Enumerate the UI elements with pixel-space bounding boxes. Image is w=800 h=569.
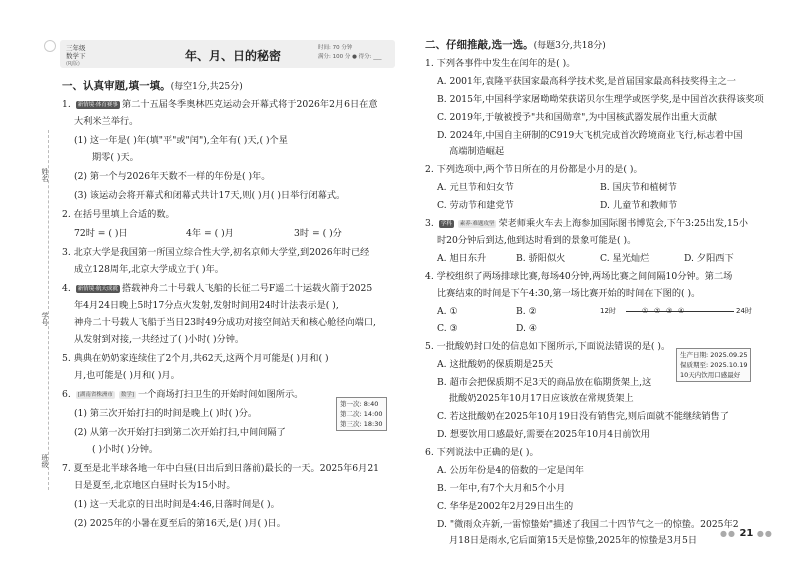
s2-q3-tag: 素养·难题攻坚 (459, 220, 495, 227)
s2-q5-d: D. 想要饮用口感最好,需要在2025年10月4日前饮用 (437, 429, 650, 440)
q4-tag: 新情境·航天成就 (77, 285, 118, 292)
s2-q6-c: C. 华华是2002年2月29日出生的 (437, 501, 574, 512)
q5-line2: 月,也可能是( )月和( )月。 (74, 370, 180, 381)
q1-part3: (3) 该运动会将开幕式和闭幕式共计17天,则( )月( )日举行闭幕式。 (74, 190, 346, 201)
binding-dashed-line (48, 130, 49, 490)
s2-q1-c: C. 2019年,于敏被授予"共和国勋章",为中国核武器发展作出重大贡献 (437, 112, 717, 123)
axis-mark-2: ② (654, 307, 661, 315)
q6-part1: (1) 第三次开始打扫的时间是晚上( )时( )分。 (74, 408, 258, 419)
q4-line3: 神舟二十号载人飞船于当日23时49分成功对接空间站天和核心舱径向端口, (74, 317, 376, 328)
s2-q2-b: B. 国庆节和植树节 (600, 182, 677, 193)
s2-q4-line1: 4. 学校组织了两场排球比赛,每场40分钟,两场比赛之间间隔10分钟。第二场 (425, 271, 733, 282)
q3-line1: 3. 北京大学是我国第一所国立综合性大学,初名京师大学堂,到2026年时已经 (62, 247, 370, 258)
axis-end-label: 24时 (736, 307, 752, 315)
q2-a: 72时 = ( )日 (74, 228, 128, 239)
side-label-class: 班级 (41, 454, 49, 468)
s2-q6-d: D. "微雨众卉新,一雷惊蛰始"描述了我国二十四节气之一的惊蛰。2025年2 (437, 519, 739, 530)
q4-line2: 年4月24日晚上5时17分点火发射,发射时间用24时计法表示是( ), (74, 300, 339, 311)
q2-stem: 2. 在括号里填上合适的数。 (62, 209, 175, 220)
s2-q3-line1: 3. 学科 素养·难题攻坚 荣老师乘火车去上海参加国际图书博览会,下午3:25出发,15小 (425, 218, 748, 229)
time-axis-figure (600, 305, 752, 319)
s2-q2-c: C. 劳动节和建党节 (437, 200, 514, 211)
q7-part2: (2) 2025年的小暑在夏至后的第16天,是( )月( )日。 (74, 518, 286, 529)
page-number: ●● 21 ●● (720, 528, 773, 539)
side-label-student-id: 学号 (41, 312, 49, 326)
q1-line1: 1. 新情境·体育赛事 第二十五届冬季奥林匹克运动会开幕式将于2026年2月6日在意 (62, 99, 378, 110)
s2-q6-d-cont: 月18日是雨水,它后面第15天是惊蛰,2025年的惊蛰是3月5日 (449, 535, 698, 546)
s2-q6-a: A. 公历年份是4的倍数的一定是闰年 (437, 465, 584, 476)
s2-q1-b: B. 2015年,中国科学家屠呦呦荣获诺贝尔生理学或医学奖,是中国首次获得该奖项 (437, 94, 764, 105)
q6-part2-cont: ( )小时( )分钟。 (92, 444, 159, 455)
q4-line1: 4. 新情境·航天成就 搭载神舟二十号载人飞船的长征二号F遥二十运载火箭于2025 (62, 283, 373, 294)
s2-q5-a: A. 这批酸奶的保质期是25天 (437, 359, 554, 370)
axis-mark-4: ④ (678, 307, 685, 315)
yogurt-label-note: 生产日期: 2025.09.25 保质期至: 2025.10.19 10天内饮用口感最好 (676, 348, 751, 382)
q7-line2: 日是夏至,北京地区白昼时长为15小时。 (74, 480, 236, 491)
s2-q6-b: B. 一年中,有7个大月和5个小月 (437, 483, 566, 494)
q1-part2: (2) 第一个与2026年天数不一样的年份是( )年。 (74, 171, 271, 182)
q6-stem: 6. [湖南省株洲市 数学] 一个商场打扫卫生的开始时间如图所示。 (62, 389, 304, 400)
binding-hole-decoration (44, 40, 56, 52)
section2-heading: 二、仔细推敲,选一选。(每题3分,共18分) (425, 39, 606, 51)
s2-q5-b-cont: 批酸奶2025年10月17日应该放在常规货架上 (449, 393, 634, 404)
s2-q5-c: C. 若这批酸奶在2025年10月19日没有销售完,则后面就不能继续销售了 (437, 411, 729, 422)
s2-q5-b: B. 超市会把保质期不足3天的商品放在临期货架上,这 (437, 377, 652, 388)
q2-b: 4年 = ( )月 (186, 228, 234, 239)
q1-part1: (1) 这一年是( )年(填"平"或"闰"),全年有( )天,( )个星 (74, 135, 288, 146)
s2-q3-a: A. 旭日东升 (437, 253, 487, 264)
s2-q3-c: C. 星光灿烂 (600, 253, 650, 264)
s2-q5-stem: 5. 一批酸奶封口处的信息如下图所示,下面说法错误的是( )。 (425, 341, 671, 352)
s2-q4-b: B. ② (516, 306, 537, 317)
section1-heading: 一、认真审题,填一填。(每空1分,共25分) (62, 80, 243, 92)
s2-q2-d: D. 儿童节和教师节 (600, 200, 678, 211)
time-and-score: 时间: 70 分钟 满分: 100 分 ● 得分: ___ (318, 45, 382, 60)
q7-line1: 7. 夏至是北半球各地一年中白昼(日出后到日落前)最长的一天。2025年6月21 (62, 463, 380, 474)
s2-q4-a: A. ① (437, 306, 458, 317)
s2-q4-d: D. ④ (516, 323, 538, 334)
s2-q1-d-cont: 高端制造崛起 (449, 146, 505, 157)
axis-start-label: 12时 (600, 307, 616, 315)
cleaning-times-note: 第一次: 8:40 第二次: 14:00 第三次: 18:30 (336, 397, 387, 431)
q6-tag: [湖南省株洲市 (77, 391, 113, 398)
grade-label: 三年级 数学下 (RJ版) (66, 44, 86, 67)
s2-q1-d: D. 2024年,中国自主研制的C919大飞机完成首次跨境商业飞行,标志着中国 (437, 130, 743, 141)
s2-q3-b: B. 骄阳似火 (516, 253, 566, 264)
q5-line1: 5. 典典在奶奶家连续住了2个月,共62天,这两个月可能是( )月和( ) (62, 353, 329, 364)
page-dots-left: ●● (720, 529, 736, 538)
s2-q3-line2: 时20分钟后到达,他到达时看到的景象可能是( )。 (437, 235, 637, 246)
q2-c: 3时 = ( )分 (294, 228, 342, 239)
s2-q6-stem: 6. 下列说法中正确的是( )。 (425, 447, 539, 458)
q7-part1: (1) 这一天北京的日出时间是4:46,日落时间是( )。 (74, 499, 280, 510)
s2-q3-d: D. 夕阳西下 (684, 253, 734, 264)
worksheet-title: 年、月、日的秘密 (185, 49, 282, 63)
axis-mark-3: ③ (666, 307, 673, 315)
s2-q4-c: C. ③ (437, 323, 458, 334)
s2-q2-stem: 2. 下列选项中,两个节日所在的月份都是小月的是( )。 (425, 164, 643, 175)
q1-tag: 新情境·体育赛事 (77, 101, 118, 108)
q1-part1-cont: 期零( )天。 (92, 152, 139, 163)
page-dots-right: ●● (756, 529, 773, 538)
q1-line2: 大利米兰举行。 (74, 116, 139, 127)
axis-mark-1: ① (642, 307, 649, 315)
s2-q1-a: A. 2001年,袁隆平获国家最高科学技术奖,是首届国家最高科技奖得主之一 (437, 76, 736, 87)
side-label-name: 姓名 (41, 168, 49, 182)
s2-q4-line2: 比赛结束的时间是下午4:30,第一场比赛开始的时间在下图的( )。 (437, 288, 701, 299)
s2-q2-a: A. 元旦节和妇女节 (437, 182, 514, 193)
s2-q1-stem: 1. 下列各事件中发生在闰年的是( )。 (425, 58, 576, 69)
q6-part2: (2) 从第一次开始打扫到第二次开始打扫,中间间隔了 (74, 427, 286, 438)
q3-line2: 成立128周年,北京大学成立于( )年。 (74, 264, 224, 275)
q4-line4: 从发射到对接,一共经过了( )小时( )分钟。 (74, 334, 245, 345)
